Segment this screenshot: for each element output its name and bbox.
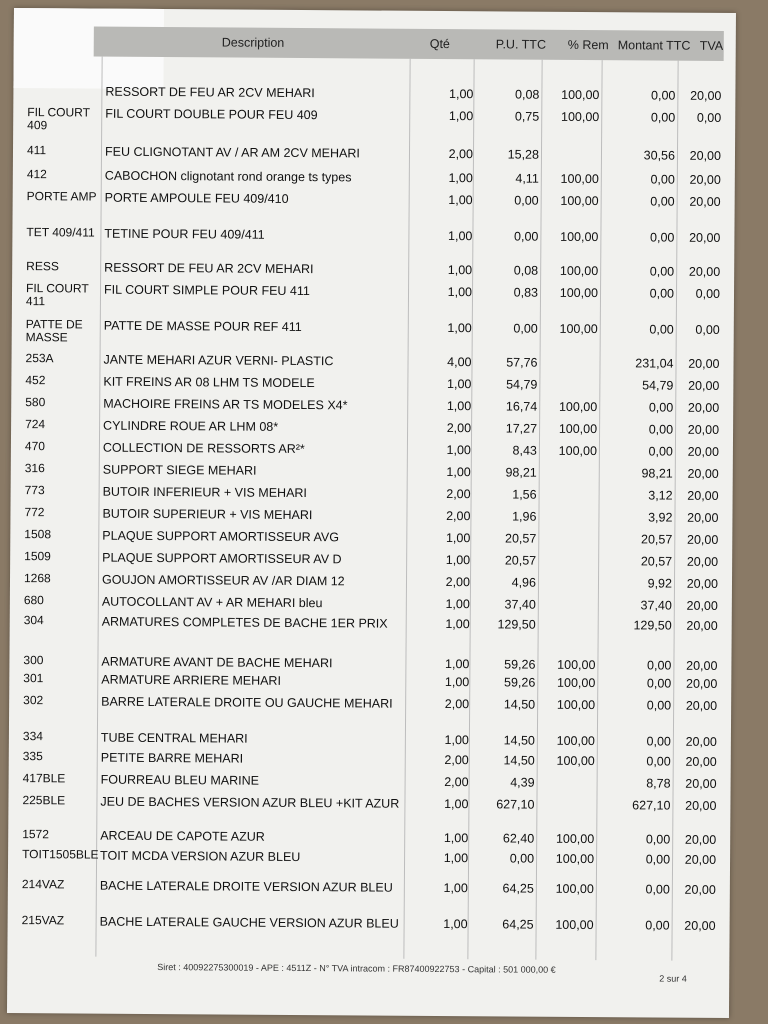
- cell-tva: 20,00: [686, 576, 719, 591]
- cell-rem: 100,00: [560, 109, 600, 125]
- cell-desc: ARMATURES COMPLETES DE BACHE 1ER PRIX: [101, 614, 388, 631]
- cell-code: 580: [25, 395, 46, 410]
- cell-rem: 100,00: [559, 321, 598, 337]
- cell-tva: 20,00: [684, 852, 717, 867]
- cell-tva: 20,00: [688, 378, 720, 393]
- cell-mt: 0,00: [650, 230, 675, 245]
- cell-code: TOIT1505BLE: [22, 847, 99, 862]
- cell-pu: 64,25: [502, 881, 534, 896]
- cell-mt: 0,00: [645, 852, 671, 867]
- table-row: [9, 793, 731, 813]
- cell-code: 304: [23, 613, 44, 628]
- cell-tva: 20,00: [685, 798, 717, 813]
- cell-code: 470: [24, 439, 46, 454]
- table-row: [11, 483, 733, 503]
- cell-mt: 0,00: [649, 264, 675, 279]
- cell-qty: 1,00: [445, 553, 471, 568]
- cell-pu: 8,43: [512, 443, 537, 458]
- cell-qty: 1,00: [445, 657, 470, 672]
- cell-mt: 0,00: [649, 322, 674, 337]
- cell-qty: 1,00: [448, 229, 473, 244]
- cell-desc: FOURREAU BLEU MARINE: [100, 772, 260, 788]
- cell-desc: BUTOIR INFERIEUR + VIS MEHARI: [102, 484, 307, 501]
- cell-pu: 0,08: [515, 87, 540, 102]
- cell-pu: 16,74: [505, 399, 538, 414]
- cell-qty: 1,00: [443, 917, 468, 932]
- cell-rem: 100,00: [555, 831, 595, 847]
- cell-desc: RESSORT DE FEU AR 2CV MEHARI: [104, 260, 314, 277]
- cell-mt: 54,79: [642, 378, 674, 393]
- cell-pu: 129,50: [497, 617, 536, 632]
- cell-qty: 1,00: [446, 465, 471, 480]
- cell-qty: 1,00: [445, 597, 470, 612]
- cell-code: TET 409/411: [26, 225, 95, 240]
- cell-rem: 100,00: [558, 421, 598, 437]
- cell-code: 1572: [22, 827, 49, 842]
- cell-desc: GOUJON AMORTISSEUR AV /AR DIAM 12: [101, 572, 345, 589]
- table-row: [9, 653, 731, 673]
- cell-code: 417BLE: [22, 771, 66, 786]
- cell-tva: 20,00: [684, 832, 717, 847]
- cell-tva: 20,00: [685, 776, 717, 791]
- cell-qty: 1,00: [446, 377, 472, 392]
- header-pu: P.U. TTC: [495, 37, 547, 52]
- header-rem: % Rem: [567, 37, 609, 53]
- cell-tva: 20,00: [689, 194, 721, 209]
- cell-mt: 0,00: [645, 882, 670, 897]
- cell-pu: 4,11: [515, 171, 539, 186]
- table-row: [10, 593, 732, 613]
- cell-tva: 20,00: [686, 554, 719, 569]
- cell-tva: 20,00: [687, 488, 719, 503]
- cell-pu: 0,08: [513, 263, 539, 278]
- cell-code: 335: [22, 749, 43, 764]
- cell-tva: 20,00: [690, 88, 722, 103]
- cell-qty: 2,00: [445, 575, 471, 590]
- cell-rem: 100,00: [556, 697, 596, 713]
- cell-desc: FIL COURT DOUBLE POUR FEU 409: [105, 106, 318, 123]
- cell-qty: 2,00: [444, 775, 469, 790]
- cell-pu: 14,50: [503, 753, 535, 768]
- cell-code: FIL COURT 409: [27, 105, 90, 133]
- cell-code: FIL COURT 411: [25, 281, 89, 309]
- table-row: [10, 613, 732, 633]
- cell-tva: 20,00: [685, 676, 718, 691]
- cell-rem: 100,00: [560, 229, 599, 245]
- cell-qty: 1,00: [449, 87, 474, 102]
- cell-code: 316: [24, 461, 45, 476]
- cell-qty: 2,00: [446, 421, 472, 436]
- cell-qty: 1,00: [448, 109, 474, 124]
- table-row: [8, 827, 730, 847]
- table-row: [10, 571, 732, 591]
- cell-tva: 20,00: [687, 422, 720, 437]
- cell-mt: 0,00: [646, 698, 672, 713]
- cell-qty: 2,00: [444, 753, 469, 768]
- cell-desc: CABOCHON clignotant rond orange ts types: [104, 168, 352, 185]
- cell-desc: AUTOCOLLANT AV + AR MEHARI bleu: [101, 594, 323, 611]
- cell-mt: 8,78: [646, 776, 671, 791]
- cell-mt: 30,56: [643, 148, 676, 163]
- cell-code: 300: [23, 653, 44, 668]
- cell-tva: 20,00: [689, 230, 721, 245]
- invoice-page: [7, 8, 736, 1018]
- table-row: [9, 729, 731, 749]
- cell-tva: 20,00: [687, 400, 720, 415]
- cell-pu: 57,76: [506, 355, 538, 370]
- cell-pu: 20,57: [504, 531, 537, 546]
- cell-desc: COLLECTION DE RESSORTS AR²*: [102, 440, 305, 457]
- cell-pu: 14,50: [503, 697, 536, 712]
- table-header: [94, 27, 724, 61]
- cell-qty: 1,00: [447, 285, 473, 300]
- cell-desc: BUTOIR SUPERIEUR + VIS MEHARI: [102, 506, 313, 523]
- cell-mt: 20,57: [640, 554, 673, 569]
- cell-mt: 3,92: [648, 510, 673, 525]
- cell-desc: TOIT MCDA VERSION AZUR BLEU: [100, 848, 301, 865]
- cell-pu: 59,26: [503, 675, 536, 690]
- cell-tva: 20,00: [686, 658, 718, 673]
- cell-desc: FIL COURT SIMPLE POUR FEU 411: [103, 282, 310, 299]
- cell-desc: BARRE LATERALE DROITE OU GAUCHE MEHARI: [101, 694, 393, 711]
- table-row: [11, 373, 733, 393]
- cell-tva: 20,00: [687, 466, 719, 481]
- cell-qty: 2,00: [446, 509, 471, 524]
- cell-mt: 0,00: [645, 832, 671, 847]
- cell-qty: 2,00: [446, 487, 471, 502]
- cell-desc: TUBE CENTRAL MEHARI: [100, 730, 248, 746]
- table-row: [11, 395, 733, 415]
- cell-mt: 20,57: [640, 532, 673, 547]
- header-montant: Montant TTC: [617, 38, 691, 53]
- cell-rem: 100,00: [558, 443, 597, 459]
- cell-code: 253A: [25, 351, 54, 366]
- cell-pu: 98,21: [505, 465, 537, 480]
- cell-mt: 627,10: [632, 798, 671, 813]
- cell-code: 302: [23, 693, 44, 708]
- cell-qty: 1,00: [443, 881, 468, 896]
- cell-qty: 4,00: [447, 355, 472, 370]
- cell-desc: MACHOIRE FREINS AR TS MODELES X4*: [103, 396, 348, 413]
- cell-desc: CYLINDRE ROUE AR LHM 08*: [103, 418, 279, 434]
- cell-qty: 1,00: [446, 443, 471, 458]
- cell-mt: 0,00: [650, 194, 675, 209]
- cell-rem: 100,00: [559, 263, 599, 279]
- cell-qty: 1,00: [445, 617, 470, 632]
- cell-rem: 100,00: [557, 657, 596, 673]
- cell-pu: 64,25: [502, 917, 534, 932]
- cell-mt: 0,00: [650, 110, 676, 125]
- cell-rem: 100,00: [556, 733, 595, 749]
- cell-desc: BACHE LATERALE DROITE VERSION AZUR BLEU: [99, 878, 393, 895]
- cell-tva: 20,00: [686, 618, 718, 633]
- cell-tva: 20,00: [689, 148, 722, 163]
- cell-mt: 0,00: [650, 172, 675, 187]
- table-row: [13, 189, 735, 209]
- cell-tva: 20,00: [687, 444, 719, 459]
- cell-mt: 0,00: [645, 918, 670, 933]
- cell-tva: 0,00: [695, 322, 720, 337]
- cell-mt: 0,00: [651, 88, 676, 103]
- cell-desc: PETITE BARRE MEHARI: [100, 750, 244, 766]
- cell-tva: 20,00: [686, 598, 718, 613]
- cell-code: RESS: [26, 259, 59, 274]
- cell-tva: 20,00: [688, 356, 720, 371]
- cell-pu: 627,10: [496, 797, 535, 812]
- cell-qty: 1,00: [448, 193, 473, 208]
- cell-desc: KIT FREINS AR 08 LHM TS MODELE: [103, 374, 315, 391]
- cell-mt: 0,00: [648, 444, 673, 459]
- cell-code: 215VAZ: [21, 913, 65, 928]
- cell-qty: 1,00: [444, 733, 469, 748]
- cell-desc: JANTE MEHARI AZUR VERNI- PLASTIC: [103, 352, 334, 369]
- cell-tva: 20,00: [687, 510, 719, 525]
- table-row: [12, 351, 734, 371]
- cell-desc: RESSORT DE FEU AR 2CV MEHARI: [105, 84, 315, 101]
- table-row: [13, 105, 735, 133]
- cell-qty: 1,00: [447, 263, 473, 278]
- cell-rem: 100,00: [561, 87, 600, 103]
- cell-mt: 0,00: [646, 734, 671, 749]
- cell-qty: 2,00: [444, 697, 470, 712]
- cell-rem: 100,00: [555, 917, 594, 933]
- cell-mt: 0,00: [649, 286, 675, 301]
- table-row: [13, 84, 735, 103]
- cell-code: 225BLE: [22, 793, 66, 808]
- cell-desc: PORTE AMPOULE FEU 409/410: [104, 190, 289, 206]
- cell-tva: 0,00: [695, 286, 721, 301]
- cell-pu: 0,00: [514, 193, 539, 208]
- table-row: [11, 461, 733, 481]
- table-row: [12, 259, 734, 279]
- cell-pu: 17,27: [505, 421, 538, 436]
- cell-mt: 129,50: [633, 618, 672, 633]
- table-row: [11, 505, 733, 525]
- cell-rem: 100,00: [560, 171, 599, 187]
- header-qty: Qté: [429, 36, 450, 52]
- cell-pu: 0,83: [513, 285, 539, 300]
- cell-pu: 0,00: [513, 321, 538, 336]
- cell-code: 680: [23, 593, 44, 608]
- header-description: Description: [221, 35, 285, 50]
- cell-code: 1509: [24, 549, 51, 564]
- cell-mt: 37,40: [640, 598, 672, 613]
- cell-qty: 2,00: [448, 147, 474, 162]
- table-row: [12, 225, 734, 245]
- cell-code: 773: [24, 483, 45, 498]
- cell-mt: 3,12: [648, 488, 673, 503]
- cell-code: 1508: [24, 527, 52, 542]
- cell-desc: JEU DE BACHES VERSION AZUR BLEU +KIT AZUR: [100, 794, 400, 811]
- cell-code: 411: [26, 143, 47, 158]
- cell-qty: 1,00: [443, 831, 469, 846]
- cell-rem: 100,00: [558, 399, 598, 415]
- cell-pu: 14,50: [503, 733, 535, 748]
- cell-mt: 9,92: [647, 576, 673, 591]
- cell-tva: 20,00: [685, 698, 718, 713]
- cell-rem: 100,00: [555, 881, 594, 897]
- cell-code: 412: [26, 167, 47, 182]
- header-tva: TVA: [699, 38, 724, 53]
- cell-mt: 0,00: [647, 658, 672, 673]
- cell-pu: 37,40: [504, 597, 536, 612]
- cell-pu: 0,00: [514, 229, 539, 244]
- cell-pu: 0,00: [509, 851, 535, 866]
- cell-desc: ARMATURE ARRIERE MEHARI: [101, 672, 282, 688]
- cell-pu: 0,75: [514, 109, 540, 124]
- cell-tva: 20,00: [689, 172, 721, 187]
- cell-pu: 20,57: [504, 553, 537, 568]
- cell-desc: BACHE LATERALE GAUCHE VERSION AZUR BLEU: [99, 914, 399, 931]
- table-row: [12, 317, 734, 345]
- cell-qty: 1,00: [447, 321, 472, 336]
- cell-code: 214VAZ: [21, 877, 65, 892]
- cell-tva: 20,00: [684, 882, 716, 897]
- cell-tva: 20,00: [688, 264, 721, 279]
- cell-pu: 54,79: [506, 377, 538, 392]
- cell-desc: ARCEAU DE CAPOTE AZUR: [100, 828, 265, 844]
- table-row: [9, 749, 731, 769]
- cell-pu: 15,28: [507, 147, 540, 162]
- table-row: [11, 439, 733, 459]
- cell-desc: TETINE POUR FEU 409/411: [104, 226, 265, 242]
- table-row: [8, 847, 730, 867]
- table-row: [8, 877, 730, 897]
- cell-tva: 20,00: [685, 754, 717, 769]
- cell-tva: 0,00: [696, 110, 722, 125]
- cell-code: 724: [25, 417, 46, 432]
- table-row: [11, 417, 733, 437]
- cell-desc: PLAQUE SUPPORT AMORTISSEUR AVG: [102, 528, 340, 545]
- table-row: [13, 143, 735, 163]
- table-row: [9, 693, 731, 713]
- cell-pu: 1,56: [512, 487, 537, 502]
- table-row: [9, 771, 731, 791]
- cell-qty: 1,00: [443, 851, 469, 866]
- page-number: 2 sur 4: [659, 973, 687, 984]
- cell-desc: SUPPORT SIEGE MEHARI: [102, 462, 257, 478]
- company-footer: Siret : 40092275300019 - APE : 4511Z - N° TVA intracom : FR87400922753 - Capital : 501 000,00 €: [157, 962, 556, 975]
- cell-desc: ARMATURE AVANT DE BACHE MEHARI: [101, 654, 333, 671]
- cell-tva: 20,00: [684, 918, 716, 933]
- cell-rem: 100,00: [557, 675, 596, 691]
- cell-mt: 98,21: [641, 466, 673, 481]
- cell-mt: 0,00: [646, 754, 671, 769]
- cell-mt: 0,00: [648, 422, 674, 437]
- cell-mt: 0,00: [646, 676, 672, 691]
- cell-qty: 1,00: [444, 675, 470, 690]
- cell-code: 772: [24, 505, 45, 520]
- cell-pu: 59,26: [504, 657, 536, 672]
- cell-pu: 62,40: [502, 831, 535, 846]
- cell-tva: 20,00: [685, 734, 717, 749]
- cell-code: 334: [22, 729, 43, 744]
- cell-desc: PLAQUE SUPPORT AMORTISSEUR AV D: [102, 550, 342, 567]
- table-row: [12, 281, 734, 309]
- cell-code: PORTE AMP: [26, 189, 97, 204]
- cell-qty: 1,00: [446, 399, 472, 414]
- cell-tva: 20,00: [686, 532, 719, 547]
- cell-code: PATTE DE MASSE: [25, 317, 83, 345]
- cell-rem: 100,00: [555, 851, 595, 867]
- table-row: [10, 549, 732, 569]
- table-row: [9, 671, 731, 691]
- cell-code: 1268: [23, 571, 51, 586]
- cell-pu: 4,96: [511, 575, 537, 590]
- cell-pu: 4,39: [510, 775, 535, 790]
- table-row: [10, 527, 732, 547]
- cell-qty: 1,00: [448, 171, 473, 186]
- cell-rem: 100,00: [560, 193, 599, 209]
- table-row: [13, 167, 735, 187]
- cell-rem: 100,00: [559, 285, 599, 301]
- cell-desc: PATTE DE MASSE POUR REF 411: [103, 318, 302, 335]
- cell-pu: 1,96: [512, 509, 537, 524]
- cell-mt: 0,00: [648, 400, 674, 415]
- cell-desc: FEU CLIGNOTANT AV / AR AM 2CV MEHARI: [104, 144, 360, 161]
- cell-mt: 231,04: [635, 356, 674, 371]
- cell-code: 452: [25, 373, 46, 388]
- cell-code: 301: [23, 671, 44, 686]
- cell-rem: 100,00: [556, 753, 595, 769]
- cell-qty: 1,00: [444, 797, 469, 812]
- cell-qty: 1,00: [445, 531, 471, 546]
- table-row: [8, 913, 730, 933]
